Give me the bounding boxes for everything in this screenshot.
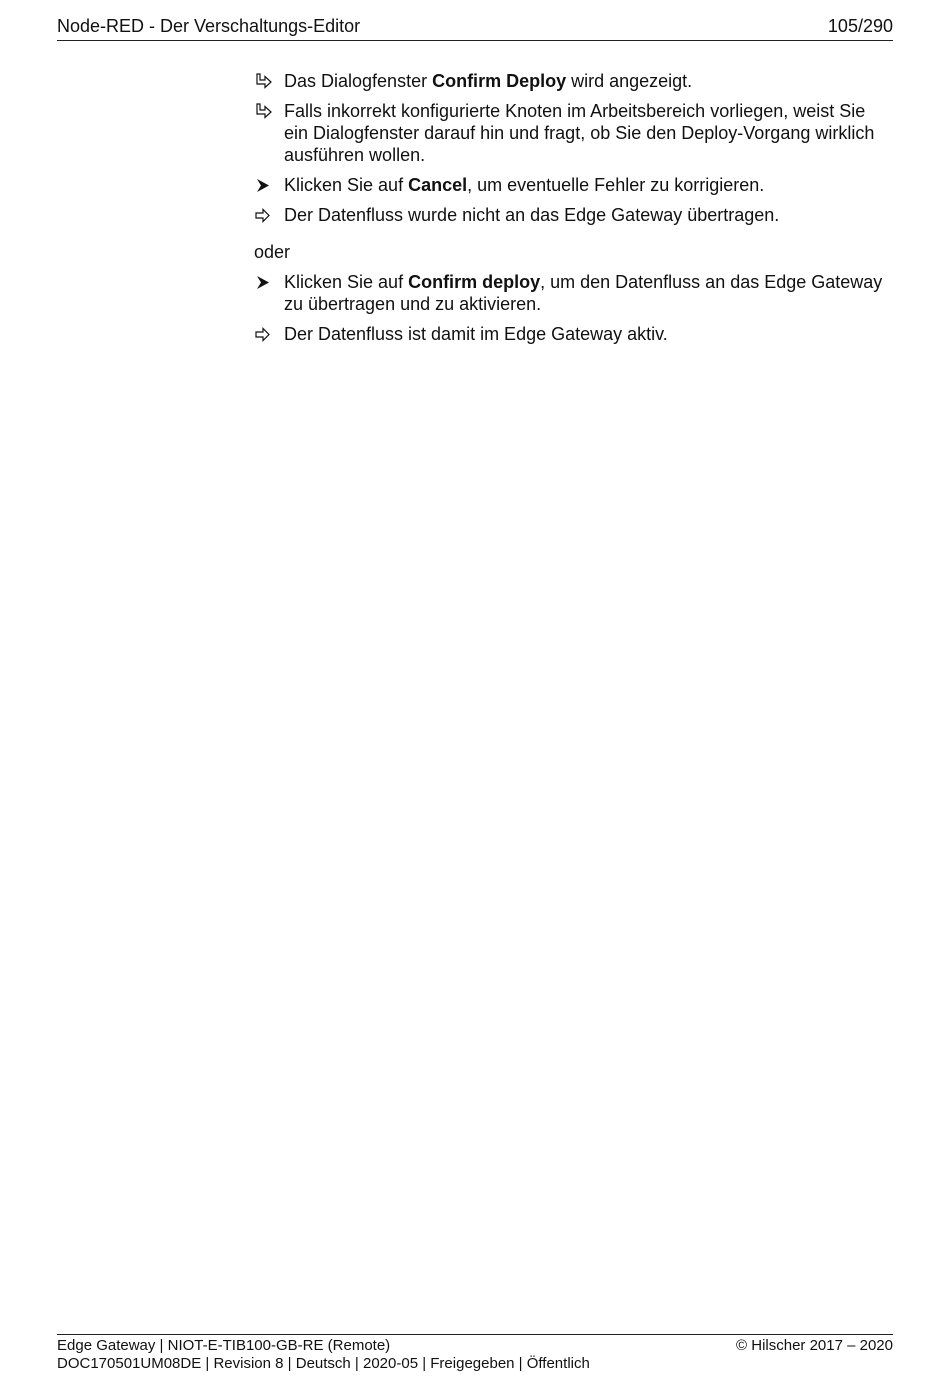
instruction-arrowhead-icon <box>254 272 274 292</box>
step-text: Der Datenfluss ist damit im Edge Gateway aktiv. <box>284 324 668 344</box>
outline-arrow-icon <box>254 324 274 344</box>
footer-document-info: DOC170501UM08DE | Revision 8 | Deutsch | 2020-05 | Freigegeben | Öffentlich <box>57 1355 590 1372</box>
main-content <box>254 70 894 345</box>
step-text-bold: Cancel <box>408 175 468 195</box>
footer-product: Edge Gateway | NIOT-E-TIB100-GB-RE (Remote) <box>57 1337 391 1354</box>
page-header <box>57 14 893 41</box>
step-text-bold: Confirm Deploy <box>432 71 567 91</box>
step-item <box>254 323 894 345</box>
step-text-after: wird angezeigt. <box>566 71 693 91</box>
step-item <box>254 271 894 315</box>
result-arrow-icon <box>254 101 274 121</box>
step-text-bold: Confirm deploy <box>408 272 541 292</box>
separator-text: oder <box>254 242 291 262</box>
result-arrow-icon <box>254 71 274 91</box>
step-text-after: , um den Datenfluss an das Edge Gateway zu übertragen und zu aktivieren. <box>284 272 883 314</box>
step-text: Falls inkorrekt konfigurierte Knoten im Arbeitsbereich vorliegen, weist Sie ein Dialogfenster darauf hin und fragt, ob Sie den Deploy-Vorgang wirklich ausführen wollen. <box>284 101 875 165</box>
footer-copyright: © Hilscher 2017 – 2020 <box>736 1337 893 1354</box>
outline-arrow-icon <box>254 205 274 225</box>
step-item <box>254 204 894 226</box>
page-number: 105/290 <box>827 16 893 36</box>
step-text-before: Klicken Sie auf <box>284 272 409 292</box>
step-item <box>254 70 894 92</box>
instruction-arrowhead-icon <box>254 175 274 195</box>
page-footer <box>57 1334 893 1373</box>
step-text: Der Datenfluss wurde nicht an das Edge Gateway übertragen. <box>284 205 780 225</box>
step-item <box>254 174 894 196</box>
step-item <box>254 100 894 166</box>
step-text-before: Das Dialogfenster <box>284 71 433 91</box>
step-text-after: , um eventuelle Fehler zu korrigieren. <box>467 175 765 195</box>
step-text-before: Klicken Sie auf <box>284 175 409 195</box>
header-title: Node-RED - Der Verschaltungs-Editor <box>57 16 361 36</box>
